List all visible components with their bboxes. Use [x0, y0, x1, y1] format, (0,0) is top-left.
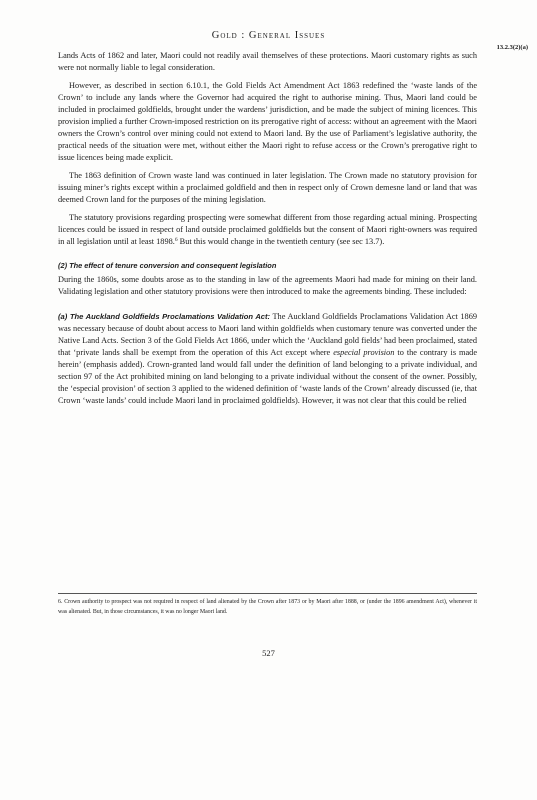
paragraph-text: The statutory provisions regarding prospecting were somewhat different from those regarding actual mining. Prospecting licences could be issued in respect of land outside proclaimed goldfields but the consent of Maori right-owners was required in all legislation until at least 1898. — [58, 212, 477, 246]
item-heading: (a) The Auckland Goldfields Proclamations Validation Act: — [58, 311, 271, 321]
body-text — [58, 50, 477, 413]
paragraph: However, as described in section 6.10.1, the Gold Fields Act Amendment Act 1863 redefined the ‘waste lands of the Crown’ to include any lands where the Governor had acquired the right to authorise mining. Thus, Maori land could be included in proclaimed goldfields, brought under the wardens’ jurisdiction, and be made the subject of mining licences. This provision implied a further Crown-imposed restriction on its prerogative right of access: without an agreement with the Maori owners the Crown’s control over mining could not extend to Maori land. By the use of Parliament’s legislative authority, the practical needs of the situation were met, without either the Maori right to refuse access or the Crown’s prerogative right to issue licences being made explicit. — [58, 80, 477, 163]
paragraph-text: But this would change in the twentieth century (see sec 13.7). — [177, 236, 385, 246]
section-subheading: (2) The effect of tenure conversion and consequent legislation — [58, 260, 277, 270]
footnote: 6. Crown authority to prospect was not required in respect of land alienated by the Crown after 1873 or by Maori after 1888, or (under the 1896 amendment Act), whenever it was alienated. But, in those circumstances, it was no longer Maori land. — [58, 599, 477, 615]
paragraph-text: The Auckland Goldfields Proclamations Validation Act 1869 was necessary because of doubt about access to Maori land within goldfields when customary tenure was converted under the Native Land Acts. Section 3 of the Gold Fields Act 1866, under which the ‘Auckland gold fields’ had been proclaimed, stated that ‘private lands shall be exempt from the operation of this Act except where — [58, 311, 477, 357]
footnote-marker: 6 — [174, 236, 178, 243]
paragraph: During the 1860s, some doubts arose as to the standing in law of the agreements Maori had made for mining on their land. Validating legislation and other statutory provisions were then introduced to make the agreements binding. These included: — [58, 275, 477, 297]
paragraph — [58, 212, 477, 248]
paragraph — [58, 311, 477, 408]
page-number: 527 — [262, 648, 275, 658]
footnote-divider — [58, 593, 477, 594]
paragraph-text: to the contrary is made herein’ (emphasis added). Crown-granted land would fall under the definition of land belonging to a private individual, and section 97 of the Act prohibited mining on land belonging to a private individual without the consent of the owner. Possibly, the ‘especial provision’ of section 3 applied to the widened definition of ‘waste lands of the Crown’ already discussed (ie, that Crown ‘waste lands’ could include Maori land in proclaimed goldfields). However, it was not clear that this could be relied — [58, 347, 478, 406]
paragraph: Lands Acts of 1862 and later, Maori could not readily avail themselves of these protections. Maori customary rights as such were not normally liable to legal consideration. — [58, 51, 477, 73]
paragraph: The 1863 definition of Crown waste land was continued in later legislation. The Crown made no statutory provision for issuing miner’s rights except within a proclaimed goldfield and then in respect only of Crown demesne land or land that was deemed Crown land for the purposes of the mining legislation. — [58, 170, 477, 205]
section-reference: 13.2.3(2)(a) — [496, 44, 528, 51]
emphasis-text: especial provision — [333, 347, 395, 357]
running-head: Gold : General Issues — [211, 30, 326, 41]
